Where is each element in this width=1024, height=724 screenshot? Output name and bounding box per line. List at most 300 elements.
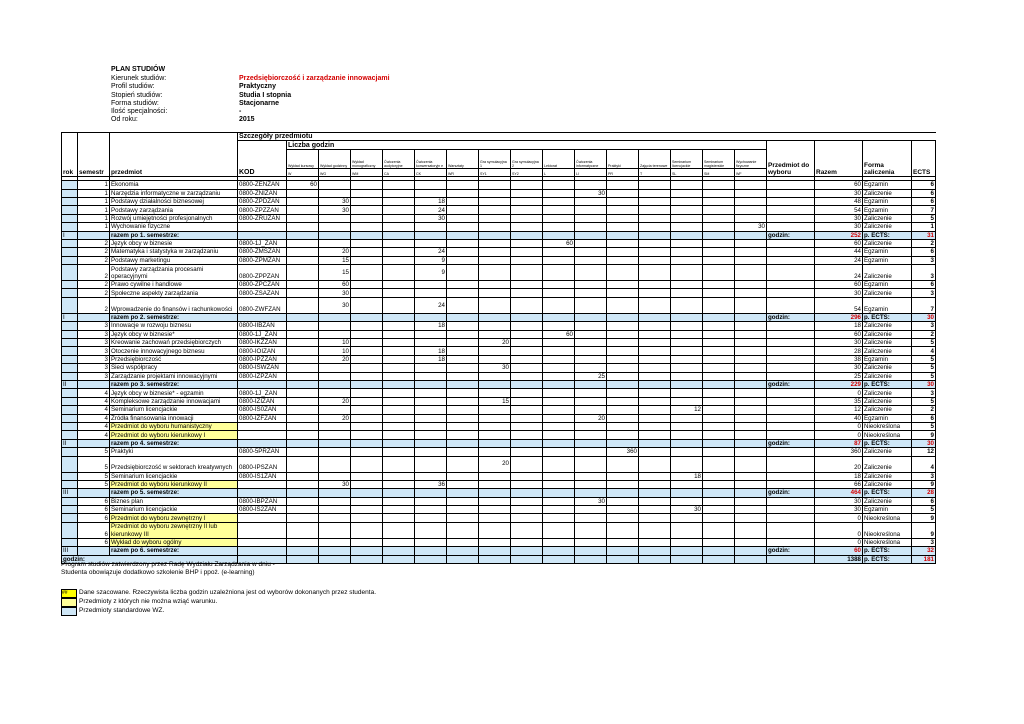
cell-hours <box>671 414 703 422</box>
legend-swatch: ## <box>61 589 77 598</box>
cell-hours <box>671 538 703 546</box>
empty-cell <box>575 380 607 388</box>
cell-wybor <box>767 514 815 522</box>
cell-ects: 6 <box>912 414 936 422</box>
cell-hours <box>319 522 351 538</box>
cell-hours <box>607 480 639 488</box>
cell-hours <box>351 239 383 247</box>
cell-forma: Zaliczenie <box>863 456 912 472</box>
cell-hours <box>287 265 319 281</box>
cell-hours <box>735 389 767 397</box>
cell-hours <box>575 330 607 338</box>
col-form-name: Wykład godzinny <box>319 149 351 168</box>
empty-cell <box>703 555 735 563</box>
cell-kod: 0800-IZFZAN <box>238 414 287 422</box>
cell-rok <box>62 214 78 222</box>
cell-razem: 54 <box>815 206 863 214</box>
col-form-code: SY1 <box>479 168 511 176</box>
cell-hours <box>671 389 703 397</box>
cell-rok <box>62 347 78 355</box>
col-rok: rok <box>62 133 78 177</box>
empty-cell <box>383 555 415 563</box>
cell-rok <box>62 456 78 472</box>
empty-cell <box>703 547 735 555</box>
cell-hours <box>543 406 575 414</box>
cell-razem-sum: 252 <box>815 231 863 239</box>
header-label: Od roku: <box>111 116 138 124</box>
col-form-code: PR <box>607 168 639 176</box>
cell-kod <box>238 223 287 231</box>
empty-cell <box>511 547 543 555</box>
cell-hours <box>575 197 607 205</box>
empty-cell <box>703 231 735 239</box>
cell-ects: 6 <box>912 197 936 205</box>
cell-hours <box>511 472 543 480</box>
semester-summary-row <box>62 439 936 447</box>
cell-hours <box>607 197 639 205</box>
header-value: Stacjonarne <box>239 99 280 107</box>
cell-hours <box>735 189 767 197</box>
empty-cell <box>735 555 767 563</box>
cell-hours <box>703 538 735 546</box>
empty-cell <box>238 547 287 555</box>
empty-cell <box>319 439 351 447</box>
cell-hours <box>447 214 479 222</box>
col-form-name: Wykład monograficzny <box>351 149 383 168</box>
cell-hours <box>671 397 703 405</box>
empty-cell <box>639 547 671 555</box>
empty-cell <box>543 555 575 563</box>
col-form-name: Praktyki <box>607 149 639 168</box>
empty-cell <box>543 231 575 239</box>
cell-hours <box>543 355 575 363</box>
cell-hours <box>671 322 703 330</box>
cell-hours <box>671 206 703 214</box>
cell-hours <box>447 256 479 264</box>
footnote-approval: Program studiów zatwierdzony przez Radę Wydziału Zarządzania w dniu - <box>61 561 275 568</box>
cell-semestr: 2 <box>78 281 110 289</box>
cell-hours <box>639 347 671 355</box>
cell-razem: 54 <box>815 297 863 313</box>
col-form-code: SL <box>671 168 703 176</box>
cell-hours: 30 <box>575 497 607 505</box>
cell-rok <box>62 406 78 414</box>
cell-kod <box>238 522 287 538</box>
cell-hours <box>447 206 479 214</box>
empty-cell <box>383 380 415 388</box>
cell-hours <box>735 506 767 514</box>
cell-hours <box>575 355 607 363</box>
cell-hours <box>511 514 543 522</box>
cell-hours <box>607 223 639 231</box>
cell-hours <box>287 239 319 247</box>
cell-hours <box>639 364 671 372</box>
col-form-code: SY2 <box>511 168 543 176</box>
col-form-code: WR <box>447 168 479 176</box>
cell-hours <box>639 406 671 414</box>
cell-hours <box>479 322 511 330</box>
cell-wybor <box>767 347 815 355</box>
cell-hours: 60 <box>287 181 319 189</box>
cell-hours <box>287 248 319 256</box>
table-row <box>62 197 936 205</box>
cell-rok <box>62 538 78 546</box>
table-row <box>62 472 936 480</box>
cell-przedmiot: Zarządzanie projektami innowacyjnymi <box>110 372 238 380</box>
table-row <box>62 265 936 281</box>
empty-cell <box>415 489 447 497</box>
cell-hours <box>447 189 479 197</box>
cell-hours <box>607 206 639 214</box>
empty-cell <box>607 380 639 388</box>
cell-razem: 12 <box>815 406 863 414</box>
legend-swatch <box>61 598 77 607</box>
cell-hours <box>671 497 703 505</box>
cell-wybor <box>767 297 815 313</box>
cell-hours <box>383 472 415 480</box>
cell-razem: 28 <box>815 347 863 355</box>
cell-hours <box>575 456 607 472</box>
cell-hours <box>351 189 383 197</box>
cell-hours: 9 <box>415 265 447 281</box>
cell-hours <box>447 522 479 538</box>
cell-semestr <box>78 547 110 555</box>
cell-hours <box>607 355 639 363</box>
cell-ects: 6 <box>912 497 936 505</box>
cell-hours <box>735 497 767 505</box>
cell-razem: 30 <box>815 364 863 372</box>
cell-hours <box>735 355 767 363</box>
cell-hours <box>447 265 479 281</box>
cell-hours <box>607 397 639 405</box>
cell-forma: Zaliczenie <box>863 372 912 380</box>
col-form-code: CK <box>415 168 447 176</box>
table-row <box>62 414 936 422</box>
col-liczba-godzin: Liczba godzin <box>287 141 767 149</box>
empty-cell <box>607 231 639 239</box>
cell-hours <box>511 497 543 505</box>
cell-hours: 24 <box>415 297 447 313</box>
cell-semestr: 6 <box>78 522 110 538</box>
cell-rok <box>62 448 78 456</box>
cell-hours: 20 <box>319 414 351 422</box>
cell-hours <box>703 431 735 439</box>
cell-hours <box>575 248 607 256</box>
table-row <box>62 364 936 372</box>
cell-hours <box>479 422 511 430</box>
empty-cell <box>415 555 447 563</box>
cell-hours <box>511 239 543 247</box>
cell-rok <box>62 256 78 264</box>
cell-forma: Egzamin <box>863 355 912 363</box>
cell-semestr: 6 <box>78 506 110 514</box>
empty-cell <box>735 231 767 239</box>
cell-hours <box>383 372 415 380</box>
cell-hours <box>511 397 543 405</box>
cell-hours: 25 <box>575 372 607 380</box>
cell-hours <box>671 181 703 189</box>
cell-hours <box>639 389 671 397</box>
cell-przedmiot: Seminarium licencjackie <box>110 506 238 514</box>
cell-hours <box>447 506 479 514</box>
header-row <box>111 116 390 124</box>
empty-cell <box>479 313 511 321</box>
cell-hours <box>575 406 607 414</box>
cell-rok <box>62 265 78 281</box>
empty-cell <box>447 313 479 321</box>
cell-ects: 5 <box>912 372 936 380</box>
cell-hours <box>607 181 639 189</box>
cell-ects-label: p. ECTS: <box>863 380 912 388</box>
empty-cell <box>575 547 607 555</box>
cell-wybor <box>767 281 815 289</box>
empty-cell <box>735 489 767 497</box>
cell-hours: 20 <box>479 456 511 472</box>
cell-ects-label: p. ECTS: <box>863 231 912 239</box>
cell-hours <box>543 322 575 330</box>
cell-hours: 15 <box>479 397 511 405</box>
cell-ects: 1 <box>912 223 936 231</box>
empty-cell <box>607 439 639 447</box>
cell-summary-label: razem po 5. semestrze: <box>110 489 238 497</box>
cell-hours <box>639 522 671 538</box>
cell-kod <box>238 480 287 488</box>
empty-cell <box>447 555 479 563</box>
cell-hours <box>383 431 415 439</box>
cell-hours <box>415 422 447 430</box>
cell-rok <box>62 397 78 405</box>
cell-hours <box>575 297 607 313</box>
cell-hours <box>383 456 415 472</box>
cell-semestr: 2 <box>78 297 110 313</box>
cell-hours: 20 <box>479 339 511 347</box>
cell-rok <box>62 522 78 538</box>
cell-hours <box>447 239 479 247</box>
cell-hours <box>703 389 735 397</box>
cell-hours <box>383 256 415 264</box>
cell-hours <box>479 281 511 289</box>
cell-hours: 10 <box>319 347 351 355</box>
cell-hours <box>479 330 511 338</box>
cell-forma: Zaliczenie <box>863 347 912 355</box>
cell-hours <box>607 256 639 264</box>
cell-wybor <box>767 223 815 231</box>
cell-rok: III <box>62 547 78 555</box>
cell-hours <box>703 239 735 247</box>
cell-hours <box>415 330 447 338</box>
cell-hours <box>671 514 703 522</box>
empty-cell <box>767 555 815 563</box>
cell-ects: 3 <box>912 322 936 330</box>
cell-hours <box>703 422 735 430</box>
empty-cell <box>479 547 511 555</box>
col-form-name: Seminarium licencjackie <box>671 149 703 168</box>
cell-hours <box>415 431 447 439</box>
cell-hours <box>575 239 607 247</box>
cell-hours <box>543 265 575 281</box>
cell-forma: Zaliczenie <box>863 214 912 222</box>
empty-cell <box>575 439 607 447</box>
cell-hours <box>543 472 575 480</box>
table-row <box>62 281 936 289</box>
cell-ects: 3 <box>912 472 936 480</box>
table-row <box>62 397 936 405</box>
cell-ects-label: p. ECTS: <box>863 439 912 447</box>
cell-kod: 0800-ZPPZAN <box>238 265 287 281</box>
cell-hours <box>575 347 607 355</box>
cell-hours <box>575 206 607 214</box>
cell-hours: 24 <box>415 206 447 214</box>
cell-hours <box>383 355 415 363</box>
cell-hours <box>607 214 639 222</box>
cell-hours <box>351 265 383 281</box>
cell-przedmiot: Innowacje w rozwoju biznesu <box>110 322 238 330</box>
cell-hours <box>479 497 511 505</box>
table-row <box>62 456 936 472</box>
cell-hours <box>703 189 735 197</box>
cell-rok <box>62 330 78 338</box>
cell-hours <box>447 289 479 297</box>
empty-cell <box>511 439 543 447</box>
empty-cell <box>319 313 351 321</box>
cell-hours <box>607 297 639 313</box>
table-row <box>62 389 936 397</box>
cell-hours <box>639 372 671 380</box>
cell-hours <box>607 347 639 355</box>
cell-przedmiot: Podstawy zarządzania procesami operacyjnymi <box>110 265 238 281</box>
cell-hours <box>511 506 543 514</box>
cell-hours <box>351 448 383 456</box>
cell-ects-sum: 30 <box>912 380 936 388</box>
cell-hours <box>607 514 639 522</box>
cell-forma: Zaliczenie <box>863 480 912 488</box>
cell-hours <box>479 506 511 514</box>
empty-cell <box>415 313 447 321</box>
cell-hours <box>511 431 543 439</box>
cell-razem: 30 <box>815 506 863 514</box>
cell-hours <box>287 514 319 522</box>
cell-hours <box>607 330 639 338</box>
cell-ects: 5 <box>912 506 936 514</box>
cell-hours <box>607 389 639 397</box>
col-form-name: Ćwiczenia audytoryjne <box>383 149 415 168</box>
cell-rok <box>62 339 78 347</box>
empty-cell <box>639 380 671 388</box>
cell-razem: 44 <box>815 248 863 256</box>
cell-hours <box>735 197 767 205</box>
table-row <box>62 514 936 522</box>
cell-hours <box>415 514 447 522</box>
cell-hours <box>319 497 351 505</box>
cell-hours <box>575 522 607 538</box>
cell-hours <box>287 223 319 231</box>
empty-cell <box>671 313 703 321</box>
cell-forma: Zaliczenie <box>863 397 912 405</box>
cell-hours <box>735 347 767 355</box>
cell-razem: 20 <box>815 456 863 472</box>
cell-hours <box>703 372 735 380</box>
cell-hours <box>703 472 735 480</box>
cell-hours <box>703 414 735 422</box>
legend-text: Przedmioty standardowe WZ. <box>79 607 165 615</box>
cell-przedmiot: Sieci współpracy <box>110 364 238 372</box>
cell-wybor <box>767 431 815 439</box>
cell-przedmiot: Podstawy marketingu <box>110 256 238 264</box>
cell-hours <box>287 281 319 289</box>
cell-hours <box>543 339 575 347</box>
cell-rok <box>62 355 78 363</box>
cell-razem: 30 <box>815 223 863 231</box>
cell-hours <box>319 448 351 456</box>
cell-rok <box>62 289 78 297</box>
cell-hours <box>703 181 735 189</box>
table-row <box>62 189 936 197</box>
cell-hours <box>639 248 671 256</box>
cell-hours <box>479 472 511 480</box>
empty-cell <box>238 380 287 388</box>
table-row <box>62 372 936 380</box>
cell-kod: 0800-ZPCZAN <box>238 281 287 289</box>
cell-hours <box>639 322 671 330</box>
cell-semestr <box>78 313 110 321</box>
cell-hours <box>639 197 671 205</box>
cell-hours <box>607 248 639 256</box>
cell-hours <box>703 223 735 231</box>
cell-hours <box>479 239 511 247</box>
cell-hours <box>671 522 703 538</box>
cell-hours <box>511 406 543 414</box>
cell-hours: 15 <box>319 256 351 264</box>
table-row <box>62 448 936 456</box>
cell-hours <box>607 522 639 538</box>
cell-hours <box>575 538 607 546</box>
cell-semestr: 6 <box>78 538 110 546</box>
cell-razem: 60 <box>815 281 863 289</box>
cell-hours <box>575 472 607 480</box>
empty-cell <box>735 547 767 555</box>
cell-forma: Egzamin <box>863 181 912 189</box>
cell-hours <box>639 289 671 297</box>
cell-forma: Zaliczenie <box>863 330 912 338</box>
col-form-name: Gra symulacyjna 2 <box>511 149 543 168</box>
cell-hours <box>479 414 511 422</box>
cell-hours <box>639 265 671 281</box>
cell-semestr: 2 <box>78 248 110 256</box>
study-plan-table <box>61 132 936 564</box>
cell-przedmiot: Otoczenie innowacyjnego biznesu <box>110 347 238 355</box>
cell-hours <box>735 456 767 472</box>
cell-razem: 0 <box>815 514 863 522</box>
cell-semestr: 4 <box>78 422 110 430</box>
empty-cell <box>479 231 511 239</box>
cell-hours <box>479 289 511 297</box>
cell-hours <box>415 189 447 197</box>
cell-hours <box>351 197 383 205</box>
cell-rok <box>62 497 78 505</box>
cell-hours <box>351 206 383 214</box>
table-row <box>62 506 936 514</box>
cell-hours <box>543 206 575 214</box>
cell-kod: 0800-ZRUZAN <box>238 214 287 222</box>
cell-ects: 3 <box>912 256 936 264</box>
cell-hours <box>447 181 479 189</box>
cell-hours: 30 <box>319 480 351 488</box>
cell-hours <box>703 256 735 264</box>
cell-hours <box>543 397 575 405</box>
cell-hours <box>703 355 735 363</box>
empty-cell <box>543 489 575 497</box>
cell-przedmiot: Wykład do wyboru ogólny <box>110 538 238 546</box>
